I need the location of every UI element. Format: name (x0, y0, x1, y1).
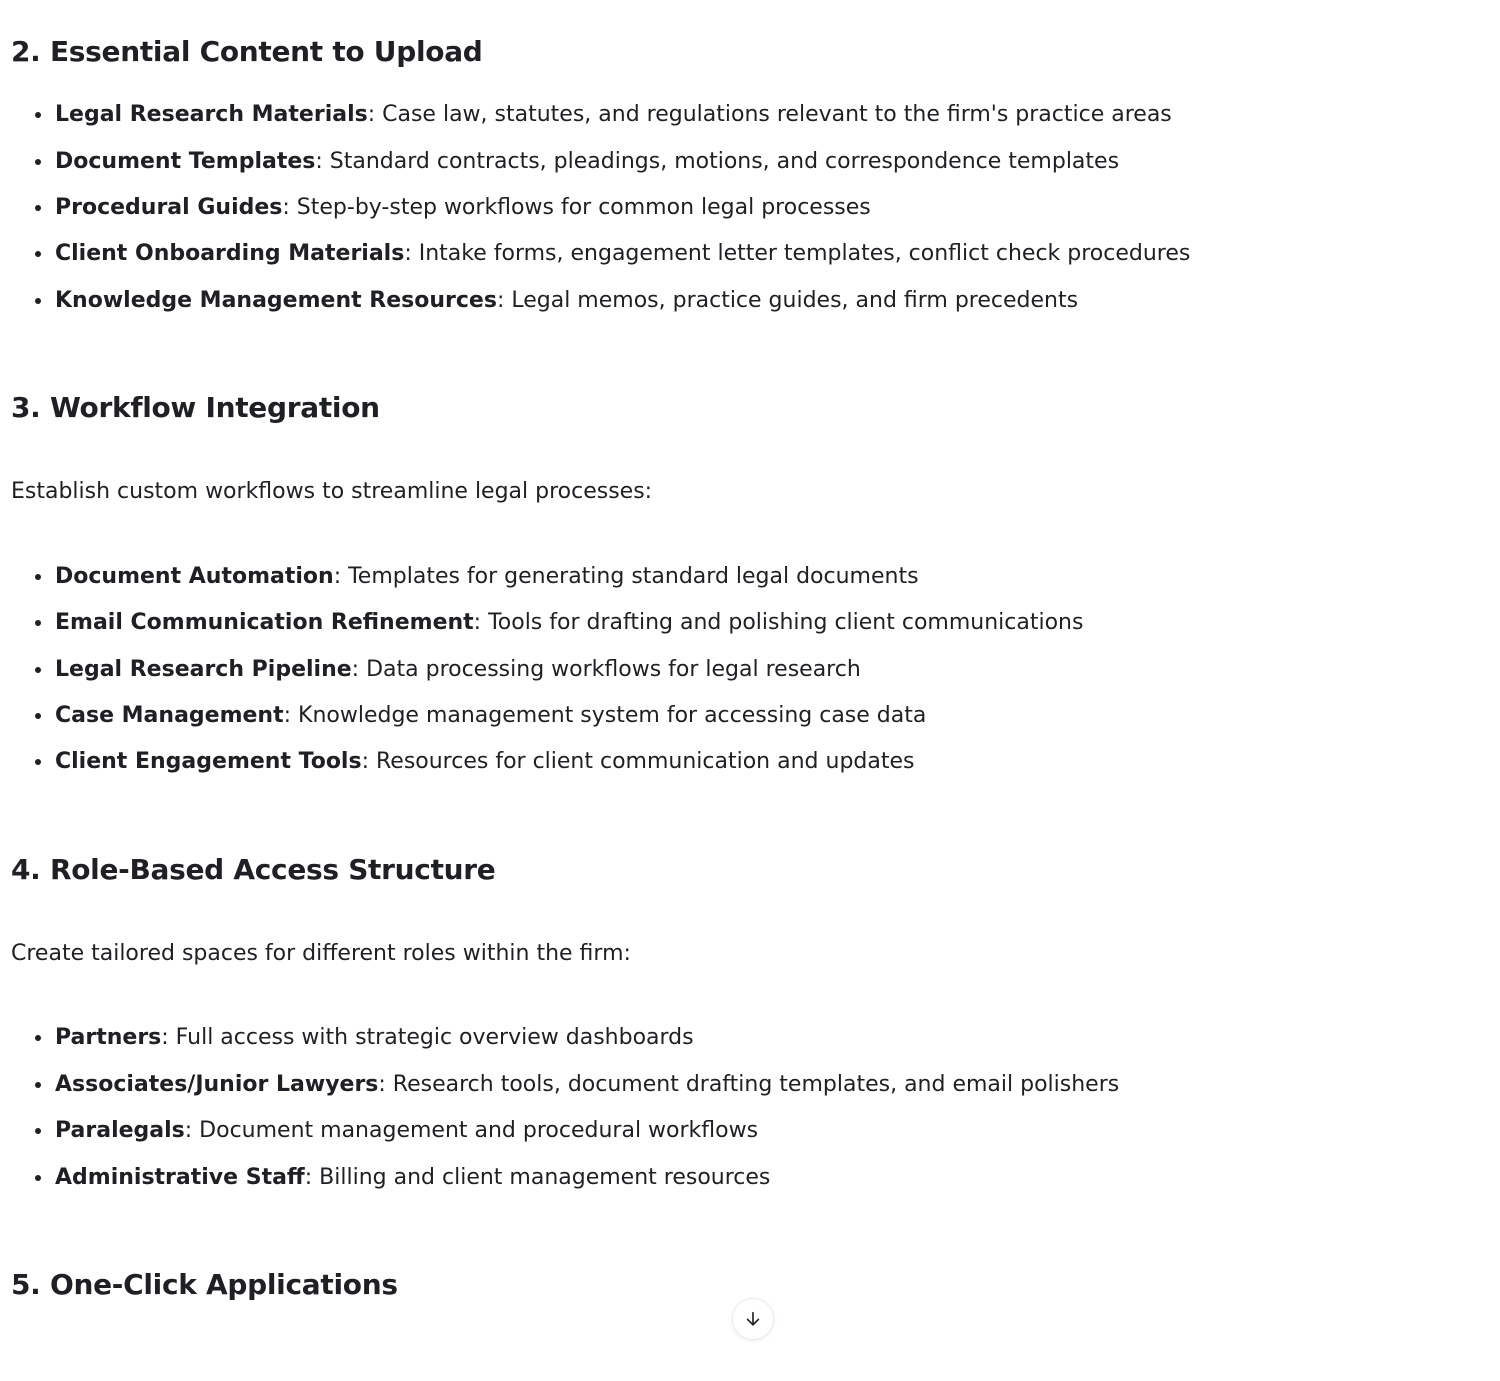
section (11, 854, 1460, 1191)
list-item-desc: : Tools for drafting and polishing client communications (474, 610, 1084, 635)
list-item (54, 610, 1460, 636)
list-item-term: Knowledge Management Resources (55, 288, 497, 313)
bullet-list (11, 564, 1460, 776)
list-item (54, 1118, 1460, 1144)
section (11, 36, 1460, 314)
list-item-term: Partners (55, 1025, 161, 1050)
list-item-desc: : Knowledge management system for accessing case data (284, 703, 927, 728)
list-item-term: Document Templates (55, 149, 315, 174)
list-item-term: Document Automation (55, 564, 334, 589)
list-item-desc: : Intake forms, engagement letter templates, conflict check procedures (404, 241, 1190, 266)
bullet-list (11, 102, 1460, 314)
list-item-term: Legal Research Materials (55, 102, 368, 127)
section (11, 1269, 1460, 1301)
section-intro: Create tailored spaces for different roles within the firm: (11, 940, 1460, 968)
list-item-desc: : Templates for generating standard legal documents (334, 564, 919, 589)
list-item-term: Procedural Guides (55, 195, 282, 220)
list-item-term: Administrative Staff (55, 1165, 305, 1190)
list-item-term: Client Onboarding Materials (55, 241, 404, 266)
list-item-term: Associates/Junior Lawyers (55, 1072, 378, 1097)
list-item (54, 149, 1460, 175)
list-item-desc: : Full access with strategic overview dashboards (161, 1025, 693, 1050)
list-item (54, 102, 1460, 128)
section-heading: 5. One-Click Applications (11, 1269, 1460, 1301)
list-item (54, 703, 1460, 729)
list-item (54, 749, 1460, 775)
list-item (54, 241, 1460, 267)
list-item (54, 195, 1460, 221)
section (11, 392, 1460, 776)
list-item-desc: : Resources for client communication and updates (362, 749, 915, 774)
arrow-down-icon (743, 1309, 763, 1329)
list-item (54, 288, 1460, 314)
list-item-term: Email Communication Refinement (55, 610, 474, 635)
scroll-down-button[interactable] (732, 1298, 774, 1340)
list-item (54, 1165, 1460, 1191)
list-item-desc: : Document management and procedural workflows (185, 1118, 758, 1143)
list-item-desc: : Standard contracts, pleadings, motions, and correspondence templates (315, 149, 1119, 174)
list-item-term: Case Management (55, 703, 284, 728)
section-heading: 4. Role-Based Access Structure (11, 854, 1460, 886)
section-heading: 2. Essential Content to Upload (11, 36, 1460, 68)
list-item (54, 564, 1460, 590)
list-item-desc: : Case law, statutes, and regulations relevant to the firm's practice areas (368, 102, 1172, 127)
list-item-desc: : Step-by-step workflows for common legal processes (282, 195, 870, 220)
list-item-desc: : Billing and client management resources (305, 1165, 771, 1190)
list-item-desc: : Legal memos, practice guides, and firm precedents (497, 288, 1078, 313)
list-item-term: Client Engagement Tools (55, 749, 362, 774)
bullet-list (11, 1025, 1460, 1191)
list-item (54, 1072, 1460, 1098)
list-item (54, 1025, 1460, 1051)
section-intro: Establish custom workflows to streamline legal processes: (11, 478, 1460, 506)
section-heading: 3. Workflow Integration (11, 392, 1460, 424)
list-item-desc: : Data processing workflows for legal research (352, 657, 861, 682)
list-item-term: Legal Research Pipeline (55, 657, 352, 682)
list-item-term: Paralegals (55, 1118, 185, 1143)
list-item-desc: : Research tools, document drafting templates, and email polishers (378, 1072, 1119, 1097)
list-item (54, 657, 1460, 683)
